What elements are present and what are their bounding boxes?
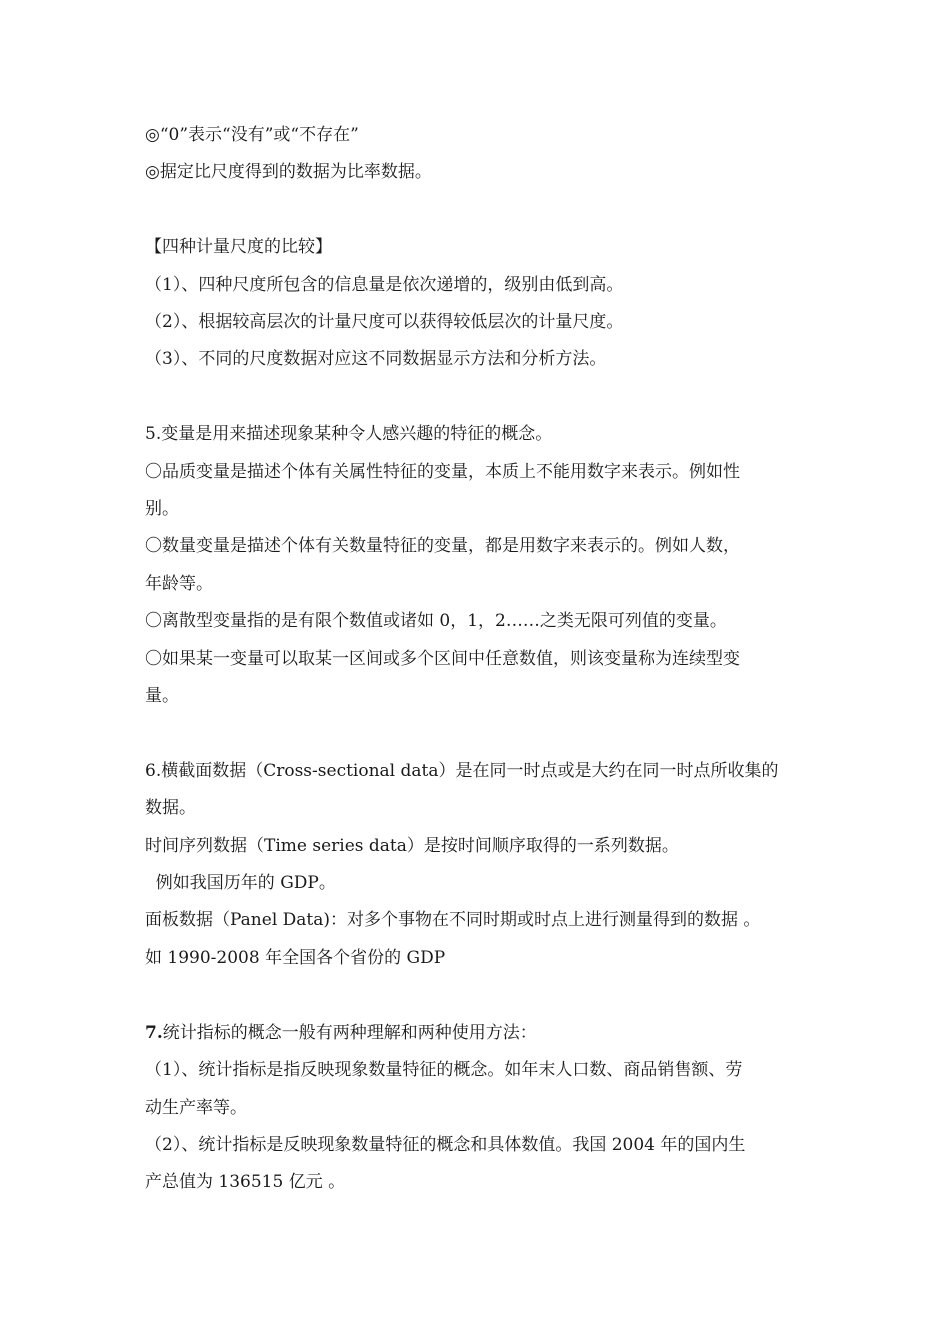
indicator-item-2-line-1: （2）、统计指标是反映现象数量特征的概念和具体数值。我国 2004 年的国内生 bbox=[145, 1134, 746, 1155]
cross-sectional-line-2: 数据。 bbox=[145, 798, 196, 819]
spacer bbox=[145, 977, 810, 1014]
indicator-item-1-line-1: （1）、统计指标是指反映现象数量特征的概念。如年末人口数、商品销售额、劳 bbox=[145, 1060, 743, 1081]
panel-data-line-1: 面板数据（Panel Data)：对多个事物在不同时期或时点上进行测量得到的数据 。 bbox=[145, 910, 761, 931]
comparison-item-2: （2）、根据较高层次的计量尺度可以获得较低层次的计量尺度。 bbox=[145, 312, 624, 333]
indicator-heading-number: 7. bbox=[145, 1022, 163, 1043]
spacer bbox=[145, 379, 810, 416]
quantity-variable-line-2: 年龄等。 bbox=[145, 573, 213, 594]
quantity-variable-line-1: 〇数量变量是描述个体有关数量特征的变量，都是用数字来表示的。例如人数， bbox=[145, 536, 740, 557]
quality-variable-line-1: 〇品质变量是描述个体有关属性特征的变量，本质上不能用数字来表示。例如性 bbox=[145, 461, 740, 482]
indicator-heading-text: 统计指标的概念一般有两种理解和两种使用方法： bbox=[162, 1022, 537, 1043]
variable-heading: 5.变量是用来描述现象某种令人感兴趣的特征的概念。 bbox=[145, 424, 553, 445]
spacer bbox=[145, 192, 810, 229]
indicator-heading bbox=[145, 1015, 810, 1052]
comparison-item-1: （1）、四种尺度所包含的信息量是依次递增的，级别由低到高。 bbox=[145, 274, 624, 295]
time-series-example: 例如我国历年的 GDP。 bbox=[145, 873, 336, 894]
indicator-item-1-line-2: 动生产率等。 bbox=[145, 1097, 247, 1118]
comparison-heading: 【四种计量尺度的比较】 bbox=[145, 237, 332, 258]
indicator-item-2-line-2: 产总值为 136515 亿元 。 bbox=[145, 1172, 346, 1193]
document-page bbox=[145, 117, 810, 1202]
time-series-line: 时间序列数据（Time series data）是按时间顺序取得的一系列数据。 bbox=[145, 835, 679, 856]
ratio-data-line: ◎据定比尺度得到的数据为比率数据。 bbox=[145, 162, 432, 183]
continuous-variable-line-1: 〇如果某一变量可以取某一区间或多个区间中任意数值，则该变量称为连续型变 bbox=[145, 648, 740, 669]
panel-data-line-2: 如 1990-2008 年全国各个省份的 GDP bbox=[145, 947, 446, 968]
spacer bbox=[145, 715, 810, 752]
cross-sectional-line-1: 6.横截面数据（Cross-sectional data）是在同一时点或是大约在同一时点所收集的 bbox=[145, 760, 779, 781]
zero-meaning-line: ◎“0”表示“没有”或“不存在” bbox=[145, 125, 359, 145]
quality-variable-line-2: 别。 bbox=[145, 499, 179, 520]
continuous-variable-line-2: 量。 bbox=[145, 686, 179, 707]
discrete-variable-line: 〇离散型变量指的是有限个数值或诸如 0，1，2……之类无限可列值的变量。 bbox=[145, 611, 727, 632]
comparison-item-3: （3）、不同的尺度数据对应这不同数据显示方法和分析方法。 bbox=[145, 349, 607, 370]
